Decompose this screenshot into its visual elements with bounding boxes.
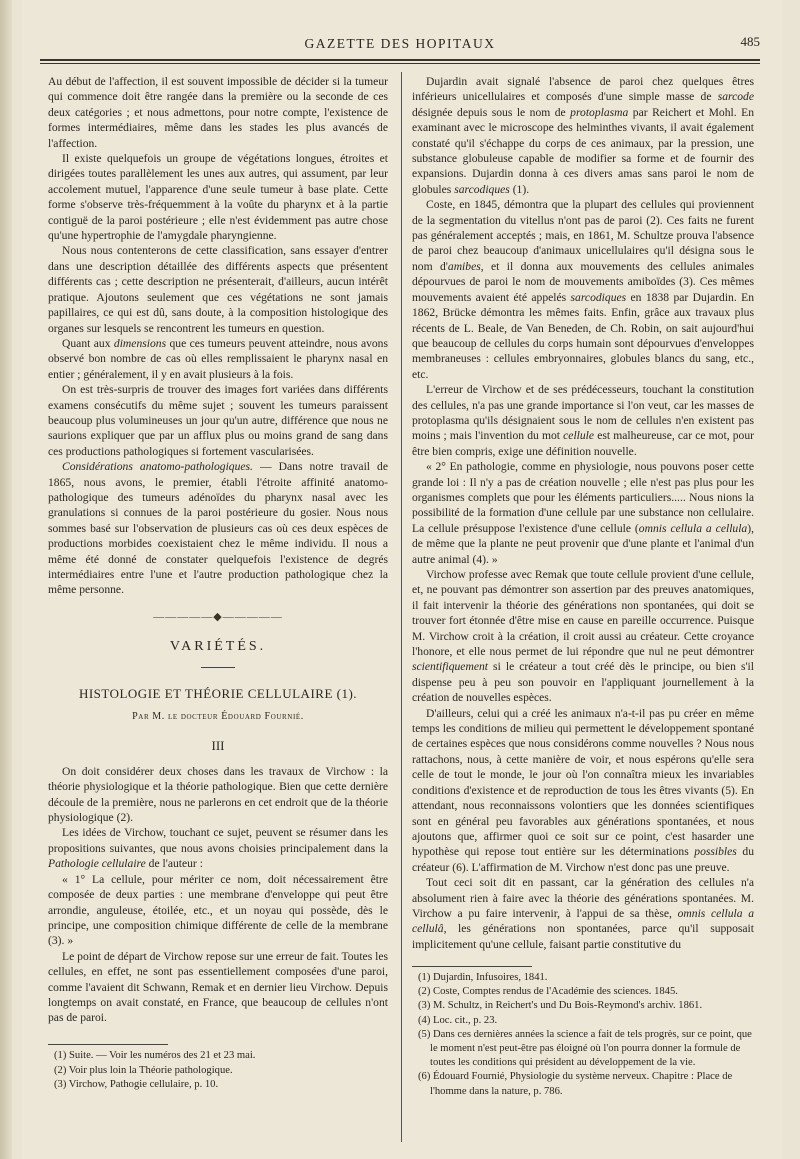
paragraph: Au début de l'affection, il est souvent impossible de décider si la tumeur qui commence doit être rangée dans la première ou la seconde de ces deux catégories ; et nous admettons, pour notre compte, l'existence de formes intermédiaires, même dans les stades les plus avancés de l'affection. xyxy=(48,75,388,150)
footnote: (3) Virchow, Pathogie cellulaire, p. 10. xyxy=(54,1079,219,1090)
paragraph: On est très-surpris de trouver des images fort variées dans différents examens consécutifs du même sujet ; souvent les tumeurs paraissent beaucoup plus volumineuses un jour qu'un autre, différence que nous ne saurions expliquer que par un afflux plus ou moins grand de sang dans ces productions pathologiques si fortement vascularisées. xyxy=(48,383,388,458)
footnote: (4) Loc. cit., p. 23. xyxy=(418,1014,498,1026)
footnotes-left xyxy=(48,1044,388,1093)
paragraph: Considérations anatomo-pathologiques. — Dans notre travail de 1865, nous avons, le premier, établi l'étroite affinité anatomo-pathologique des tumeurs adénoïdes du pharynx nasal avec les granulations si connues de la paroi postérieure du gosier. Nous nous sommes basé sur l'observation de plusieurs cas où ces deux espèces de productions morbides coexistaient chez le même individu. Il nous a même été donné de constater quelquefois l'existence de degrés intermédiaires entre l'une et l'autre production pathologique chez la même personne. xyxy=(48,460,388,597)
running-head xyxy=(40,34,760,56)
paragraph: On doit considérer deux choses dans les travaux de Virchow : la théorie physiologique et la théorie pathologique. Bien que cette dernière découle de la première, nous ne parlerons en cet endroit que de la théorie physiologique (2). xyxy=(48,764,388,825)
section-separator: —————◆————— xyxy=(153,610,283,623)
footnote: (2) Voir plus loin la Théorie pathologique. xyxy=(54,1064,233,1076)
article-byline: Par M. le docteur Édouard Fournié. xyxy=(132,711,304,723)
header-rule-thin xyxy=(40,63,760,64)
paragraph: Il existe quelquefois un groupe de végétations longues, étroites et dirigées toutes parallèlement les unes aux autres, qui assument, par leur accolement mutuel, l'apparence d'une seule tumeur à base plate. Cette forme s'observe très-fréquemment à la voûte du pharynx et à la partie contiguë de la paroi postérieure ; elle n'est évidemment pas autre chose qu'une hypertrophie de l'amygdale pharyngienne. xyxy=(48,152,388,243)
paragraph: Tout ceci soit dit en passant, car la génération des cellules n'a absolument rien à faire avec la théorie des générations spontanées. M. Virchow a pu faire intervenir, à l'appui de sa thèse, omnis cellula a cellulâ, les générations non spontanées, parce qu'il supposait implicitement qu'une cellule, faisant partie constitutive du xyxy=(412,876,754,951)
paragraph: Dujardin avait signalé l'absence de paroi chez quelques êtres inférieurs unicellulaires et composés d'une simple masse de sarcode désignée depuis sous le nom de protoplasma par Reichert et Mohl. En examinant avec le microscope des helminthes vivants, il avait également constaté qu'il s'échappe du corps de ces animaux, par la pression, une substance globuleuse capable de modifier sa forme et de fournir des expansions. Dujardin donna à ces divers amas sans paroi le nom de globules sarcodiques (1). xyxy=(412,75,754,196)
footnote: (3) M. Schultz, in Reichert's und Du Bois-Reymond's archiv. 1861. xyxy=(418,1000,703,1012)
paragraph: Le point de départ de Virchow repose sur une erreur de fait. Toutes les cellules, en effet, ne sont pas essentiellement composées d'une paroi, comme l'avaient dit Schwann, Remak et en dernier lieu Virchow. Depuis longtemps on avait constaté, en France, que beaucoup de cellules n'ont pas de paroi. xyxy=(48,949,388,1025)
page-binding-edge xyxy=(0,0,12,1159)
left-column xyxy=(48,74,388,1026)
part-number: III xyxy=(211,738,225,754)
page-number: 485 xyxy=(740,34,760,49)
column-divider xyxy=(401,72,402,1142)
footnote-rule xyxy=(412,966,532,967)
section-heading: VARIÉTÉS. xyxy=(169,639,267,655)
paragraph: Coste, en 1845, démontra que la plupart des cellules qui proviennent de la segmentation du vitellus n'ont pas de paroi (2). Ces faits ne furent pas généralement acceptés ; mais, en 1861, M. Schultze prouva l'absence de paroi chez beaucoup d'animaux unicellulaires qu'il désigna sous le nom d'amibes, et il donna aux mouvements des cellules animales dépourvues de paroi le nom de mouvements amiboïdes (3). Ces mêmes mouvements avaient été appelés sarcodiques en 1838 par Dujardin. En 1862, Brücke démontra les mêmes faits. Enfin, grâce aux travaux plus récents de L. Beale, de Van Beneden, de Ch. Robin, on sait aujourd'hui que beaucoup de cellules du corps humain sont dépourvues d'enveloppes membraneuses : cellules embryonnaires, globules blancs du sang, etc., etc. xyxy=(412,198,755,381)
footnote: (1) Dujardin, Infusoires, 1841. xyxy=(418,972,548,983)
paragraph: Virchow professe avec Remak que toute cellule provient d'une cellule, et, ne pouvant pas démontrer son assertion par des preuves anatomiques, il fait intervenir la théorie des générations non spontanées, qui doit se trouver fort étonnée d'être mise en cause en pareille occurrence. Puisque M. Virchow croit à la création, il croit aussi au créateur. Cette croyance l'honore, et elle nous permet de lui répondre que nul ne peut démontrer scientifiquement si le créateur a tout créé dès le principe, ou bien s'il dispense peu à peu son pouvoir en l'appliquant journellement à la création de nouvelles espèces. xyxy=(412,568,754,705)
paragraph: Les idées de Virchow, touchant ce sujet, peuvent se résumer dans les propositions suivantes, que nous avons choisies principalement dans la Pathologie cellulaire de l'auteur : xyxy=(48,826,388,871)
paragraph: L'erreur de Virchow et de ses prédécesseurs, touchant la constitution des cellules, n'a pas une grande importance si l'on veut, car les masses de protoplasma qu'ils désignaient sous le nom de cellules n'en existent pas moins ; mais l'invention du mot cellule est malheureuse, car ce mot, pour être bien compris, exige une définition nouvelle. xyxy=(412,383,755,458)
journal-title: GAZETTE DES HOPITAUX xyxy=(304,36,496,51)
footnote-rule xyxy=(48,1044,168,1045)
footnote: (1) Suite. — Voir les numéros des 21 et 23 mai. xyxy=(54,1050,256,1061)
footnotes-right xyxy=(412,966,754,1099)
paragraph: D'ailleurs, celui qui a créé les animaux n'a-t-il pas pu créer en même temps les conditions de milieu qui permettent le développement spontané de certaines espèces que nous considérons comme nouvelles ? Nous nous rattachons, nous, à cette manière de voir, et nous espérons qu'elle sera celle de tout le monde, le jour où l'on connaîtra mieux les invariables conditions d'existence et de reproduction de tous les êtres vivants (5). En attendant, nous reconnaissons volontiers que les données scientifiques sont en général peu favorables aux générations spontanées, et nous ajoutons que, affirmer quoi ce soit sur ce point, c'est hasarder une hypothèse qui repose tout entière sur les déterminations possibles du créateur (6). L'affirmation de M. Virchow n'est donc pas une preuve. xyxy=(412,706,754,874)
paragraph: Quant aux dimensions que ces tumeurs peuvent atteindre, nous avons observé bon nombre de cas où elles remplissaient le pharynx nasal en entier ; généralement, il y en avait plusieurs à la fois. xyxy=(48,336,388,381)
footnote: (5) Dans ces dernières années la science a fait de tels progrès, sur ce point, que le moment n'est peut-être pas éloigné où l'on pourra donner la formule de toutes les conditions qui président au développement de la vie. xyxy=(418,1028,752,1069)
article-title: HISTOLOGIE ET THÉORIE CELLULAIRE (1). xyxy=(78,685,358,701)
paragraph: « 2° En pathologie, comme en physiologie, nous pouvons poser cette grande loi : Il n'y a pas de création nouvelle ; elle n'est pas plus pour les organismes complets que pour les éléments particuliers..... Nous nions la possibilité de la formation d'une cellule par une substance non cellulaire. La cellule présuppose l'existence d'une cellule (omnis cellula a cellula), de même que la plante ne peut provenir que d'une plante et l'animal d'un autre animal (4). » xyxy=(412,460,754,566)
paragraph: Nous nous contenterons de cette classification, sans essayer d'entrer dans une description détaillée des différents aspects que présentent différents cas ; cette description ne présenterait, d'ailleurs, aucun intérêt pratique. Ajoutons seulement que ces végétations ne sont jamais papillaires, ce qui est dû, sans doute, à la composition histologique des organes sur lesquels se rencontrent les tumeurs en question. xyxy=(48,244,388,335)
footnote: (2) Coste, Comptes rendus de l'Académie des sciences. 1845. xyxy=(418,986,678,998)
right-column xyxy=(412,74,754,952)
short-rule xyxy=(201,667,235,668)
paragraph: « 1° La cellule, pour mériter ce nom, doit nécessairement être composée de deux parties : une membrane d'enveloppe qui peut être arrondie, anguleuse, étoilée, etc., et un noyau qui possède, dès le principe, une composition chimique différente de celle de la membrane (3). » xyxy=(48,872,388,948)
header-rule xyxy=(40,59,760,61)
footnote: (6) Édouard Fournié, Physiologie du système nerveux. Chapitre : Place de l'homme dans la nature, p. 786. xyxy=(418,1071,733,1097)
